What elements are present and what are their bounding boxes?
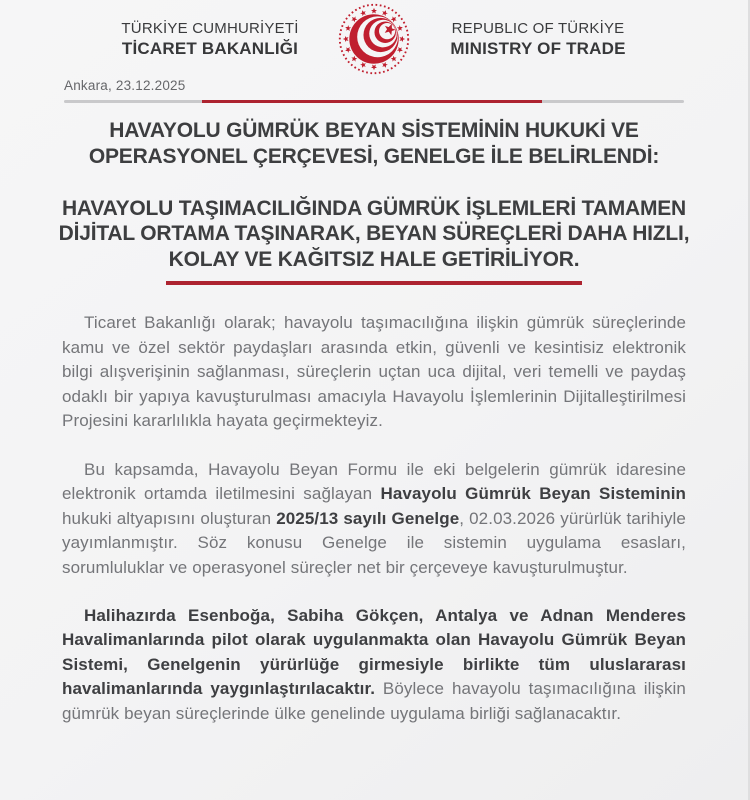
subheadline: HAVAYOLU TAŞIMACILIĞINDA GÜMRÜK İŞLEMLERİ TAMAMEN DİJİTAL ORTAMA TAŞINARAK, BEYAN SÜREÇLERİ DAHA HIZLI, KOLAY VE KAĞITSIZ HALE GETİRİLİYOR. bbox=[58, 196, 690, 271]
regular-text-run: Böylece havayolu taşımacılığına ilişkin gümrük beyan süreçlerinde ülke genelinde uygulama birliği sağlanacaktır. bbox=[62, 679, 686, 723]
body-paragraph bbox=[62, 458, 686, 580]
bold-text-run: Havayolu Gümrük Beyan Sisteminin bbox=[380, 484, 687, 504]
regular-text-run: , 02.03.2026 yürürlük tarihiyle yayımlanmıştır. Söz konusu Genelge ile sistemin uygulama esasları, sorumluluklar ve operasyonel süreçler net bir çerçeveye kavuşturulmuştur. bbox=[62, 508, 686, 577]
bold-text-run: Halihazırda Esenboğa, Sabiha Gökçen, Antalya ve Adnan Menderes Havalimanlarında pilot olarak uygulanmakta olan Havayolu Gümrük Beyan Sistemi, Genelgenin yürürlüğe girmesiyle birlikte tüm uluslararası havalimanlarında yaygınlaştırılacaktır. bbox=[62, 606, 686, 699]
regular-text-run: Bu kapsamda, Havayolu Beyan Formu ile eki belgelerin gümrük idaresine elektronik ortamda iletilmesini sağlayan bbox=[62, 459, 686, 504]
org-name-english-line2: MINISTRY OF TRADE bbox=[450, 39, 626, 59]
org-name-turkish bbox=[112, 20, 308, 59]
divider-red-segment bbox=[202, 100, 542, 103]
divider-gray-right bbox=[542, 100, 684, 103]
org-name-english-line1: REPUBLIC OF TÜRKİYE bbox=[451, 20, 625, 38]
body-paragraph bbox=[62, 311, 686, 433]
headline: HAVAYOLU GÜMRÜK BEYAN SİSTEMİNİN HUKUKİ VE OPERASYONEL ÇERÇEVESİ, GENELGE İLE BELİRLENDİ: bbox=[88, 119, 660, 169]
dateline: Ankara, 23.12.2025 bbox=[64, 78, 186, 93]
org-name-english bbox=[440, 20, 636, 59]
org-name-turkish-line1: TÜRKİYE CUMHURİYETİ bbox=[121, 20, 299, 38]
regular-text-run: Ticaret Bakanlığı olarak; havayolu taşımacılığına ilişkin gümrük süreçlerinde kamu ve özel sektör paydaşları arasında etkin, güvenli ve kesintisiz elektronik bilgi alışverişinin sağlanması, süreçlerin uçtan uca dijital, veri temelli ve paydaş odaklı bir yapıya kavuşturulması amacıyla Havayolu İşlemlerinin Dijitalleştirilmesi Projesini kararlılıkla hayata geçirmekteyiz. bbox=[62, 313, 686, 431]
body-paragraph bbox=[62, 604, 686, 726]
regular-text-run: hukuki altyapısını oluşturan bbox=[62, 508, 277, 528]
bold-text-run: 2025/13 sayılı Genelge bbox=[276, 508, 460, 528]
headline-underline bbox=[166, 281, 582, 285]
org-name-turkish-line2: TİCARET BAKANLIĞI bbox=[121, 39, 299, 59]
divider-gray-left bbox=[64, 100, 202, 103]
article-body bbox=[62, 311, 686, 726]
header-divider bbox=[64, 100, 684, 103]
header bbox=[0, 0, 748, 78]
ministry-of-trade-logo-icon bbox=[334, 1, 414, 77]
